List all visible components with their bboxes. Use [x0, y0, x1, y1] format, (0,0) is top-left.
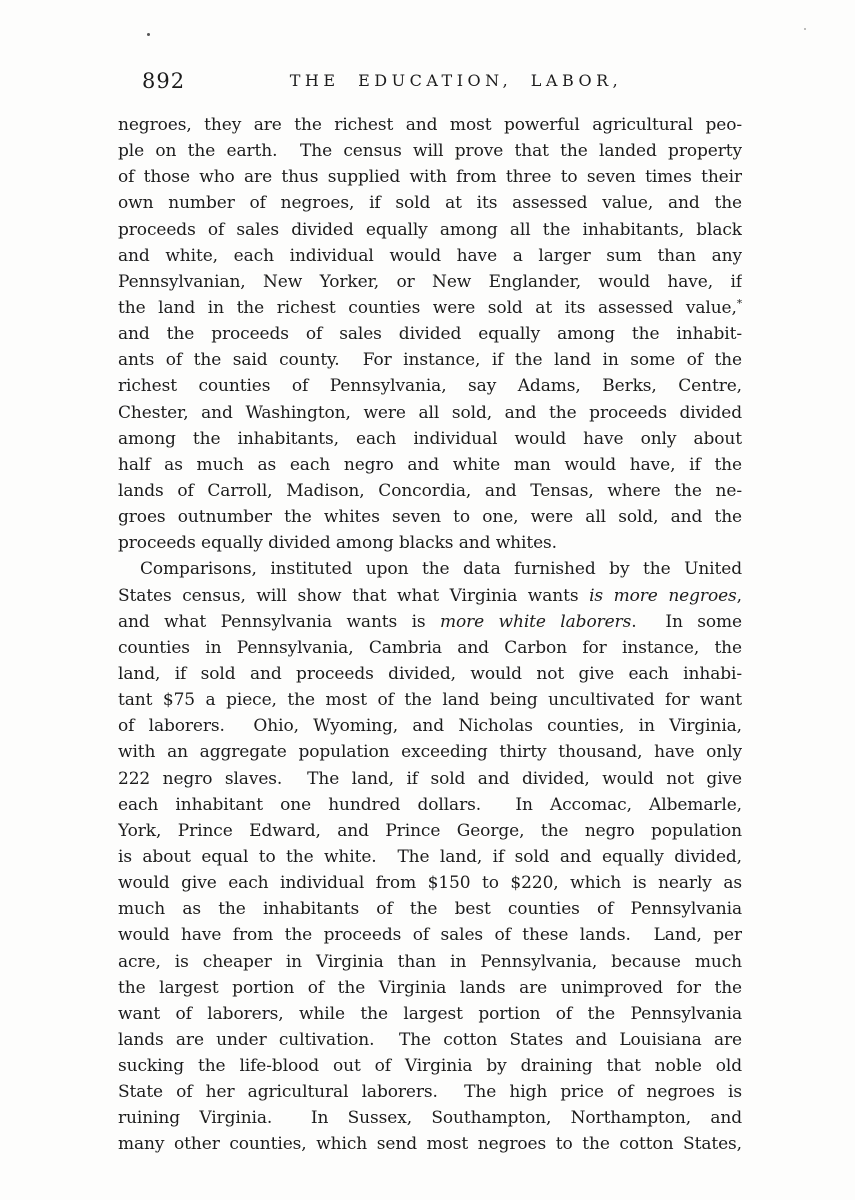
text-segment: would have from the proceeds of sales of these lands. Land, per	[118, 925, 742, 946]
text-segment: negroes, they are the richest and most powerful agricultural peo-	[118, 115, 742, 135]
footnote-marker: *	[736, 297, 742, 310]
text-segment: with an aggregate population exceeding thirty thousand, have only	[118, 742, 742, 763]
text-line	[118, 687, 742, 713]
text-segment: among the inhabitants, each individual would have only about	[118, 428, 742, 449]
text-segment: Chester, and Washington, were all sold, and the proceeds divided	[118, 402, 742, 423]
text-line	[118, 870, 742, 896]
text-segment: own number of negroes, if sold at its assessed value, and the	[118, 193, 742, 214]
text-segment: many other counties, which send most negroes to the cotton States,	[118, 1134, 742, 1155]
text-line	[118, 190, 742, 216]
text-segment: the largest portion of the Virginia lands are unimproved for the	[118, 977, 742, 998]
text-segment: proceeds equally divided among blacks and whites.	[118, 533, 557, 554]
text-segment: Comparisons, instituted upon the data furnished by the United	[140, 559, 742, 580]
text-line	[118, 635, 742, 661]
running-head	[118, 68, 742, 98]
text-segment: sucking the life-blood out of Virginia by draining that noble old	[118, 1056, 742, 1077]
text-segment: much as the inhabitants of the best counties of Pennsylvania	[118, 899, 742, 920]
emphasized-text: more white laborers	[439, 611, 632, 632]
text-line	[118, 556, 742, 582]
text-line	[118, 530, 742, 556]
text-segment: Pennsylvanian, New Yorker, or New Englander, would have, if	[118, 271, 742, 292]
text-line	[118, 583, 742, 609]
page-number: 892	[142, 69, 186, 93]
text-segment: . In some	[631, 611, 742, 632]
text-line	[118, 138, 742, 164]
text-line	[118, 1053, 742, 1079]
text-segment: ple on the earth. The census will prove that the landed property	[118, 141, 742, 162]
text-segment: 222 negro slaves. The land, if sold and divided, would not give	[118, 768, 742, 789]
text-line	[118, 373, 742, 399]
text-line	[118, 844, 742, 870]
text-line	[118, 426, 742, 452]
text-line	[118, 609, 742, 635]
text-line	[118, 321, 742, 347]
text-segment: York, Prince Edward, and Prince George, the negro population	[118, 820, 742, 841]
text-line	[118, 217, 742, 243]
text-segment: lands are under cultivation. The cotton States and Louisiana are	[118, 1029, 742, 1050]
text-segment: State of her agricultural laborers. The high price of negroes is	[118, 1082, 742, 1103]
text-line	[118, 347, 742, 373]
text-line	[118, 949, 742, 975]
text-segment: counties in Pennsylvania, Cambria and Carbon for instance, the	[118, 637, 742, 658]
text-line	[118, 766, 742, 792]
emphasized-text: is more negroes	[589, 585, 737, 606]
text-segment: want of laborers, while the largest portion of the Pennsylvania	[118, 1003, 742, 1024]
text-line	[118, 739, 742, 765]
running-title: THE EDUCATION, LABOR,	[289, 71, 623, 90]
text-segment: richest counties of Pennsylvania, say Adams, Berks, Centre,	[118, 376, 742, 397]
text-segment: half as much as each negro and white man would have, if the	[118, 454, 742, 475]
text-segment: proceeds of sales divided equally among all the inhabitants, black	[118, 219, 742, 240]
text-segment: and white, each individual would have a larger sum than any	[118, 245, 742, 266]
text-line	[118, 243, 742, 269]
text-segment: land, if sold and proceeds divided, would not give each inhabi-	[118, 663, 742, 684]
text-line	[118, 452, 742, 478]
text-line	[118, 400, 742, 426]
text-segment: of those who are thus supplied with from three to seven times their	[118, 167, 742, 188]
text-line	[118, 478, 742, 504]
text-line	[118, 818, 742, 844]
text-segment: ruining Virginia. In Sussex, Southampton, Northampton, and	[118, 1108, 742, 1129]
text-segment: acre, is cheaper in Virginia than in Pennsylvania, because much	[118, 951, 742, 972]
text-line	[118, 1131, 742, 1157]
text-segment: and the proceeds of sales divided equally among the inhabit-	[118, 324, 742, 345]
text-line	[118, 112, 742, 138]
text-line	[118, 1027, 742, 1053]
paragraph	[118, 556, 742, 1157]
text-segment: the land in the richest counties were sold at its assessed value,	[118, 297, 737, 318]
text-segment: would give each individual from $150 to $220, which is nearly as	[118, 873, 742, 894]
scan-artifact-dot	[804, 28, 806, 30]
text-segment: groes outnumber the whites seven to one, were all sold, and the	[118, 507, 742, 528]
paragraph	[118, 112, 742, 556]
text-segment: is about equal to the white. The land, if sold and equally divided,	[118, 846, 742, 867]
text-line	[118, 975, 742, 1001]
text-segment: ,	[736, 585, 742, 606]
page-body	[118, 112, 742, 1158]
text-segment: tant $75 a piece, the most of the land being uncultivated for want	[118, 690, 742, 711]
text-segment: States census, will show that what Virginia wants	[118, 585, 590, 606]
text-segment: ants of the said county. For instance, if the land in some of the	[118, 350, 742, 371]
text-segment: of laborers. Ohio, Wyoming, and Nicholas counties, in Virginia,	[118, 716, 742, 737]
text-line	[118, 295, 742, 321]
text-line	[118, 504, 742, 530]
text-line	[118, 1079, 742, 1105]
text-segment: and what Pennsylvania wants is	[118, 611, 440, 632]
text-line	[118, 269, 742, 295]
text-line	[118, 1001, 742, 1027]
text-line	[118, 922, 742, 948]
scan-artifact-dot	[147, 33, 150, 36]
text-line	[118, 713, 742, 739]
text-segment: each inhabitant one hundred dollars. In Accomac, Albemarle,	[118, 794, 742, 815]
text-line	[118, 1105, 742, 1131]
text-line	[118, 164, 742, 190]
text-line	[118, 792, 742, 818]
text-line	[118, 661, 742, 687]
text-line	[118, 896, 742, 922]
text-segment: lands of Carroll, Madison, Concordia, and Tensas, where the ne-	[118, 480, 742, 501]
